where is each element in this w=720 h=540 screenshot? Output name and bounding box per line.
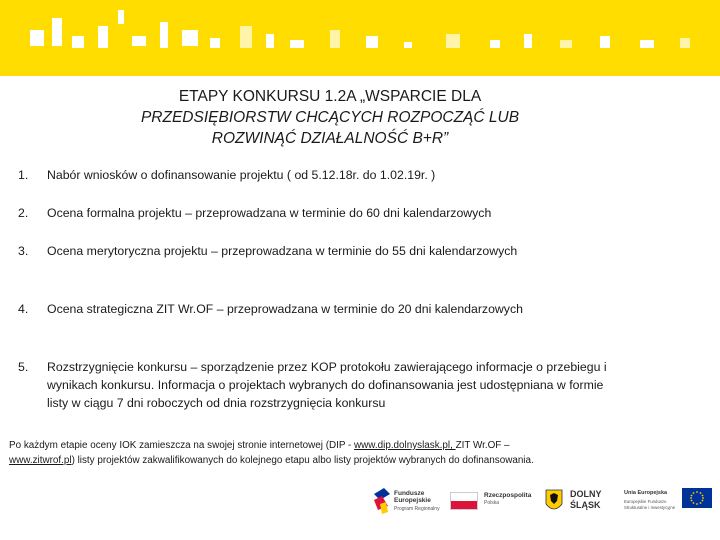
step-number: 1. bbox=[18, 168, 29, 182]
decor-block bbox=[366, 36, 378, 48]
fe-emblem-icon bbox=[372, 486, 392, 516]
decor-block bbox=[118, 10, 124, 24]
decor-block bbox=[640, 40, 654, 48]
step-text: Ocena merytoryczna projektu – przeprowadzana w terminie do 55 dni kalendarzowych bbox=[47, 244, 518, 258]
decor-block bbox=[160, 22, 168, 48]
decor-block bbox=[52, 18, 62, 46]
fundusze-europejskie-logo bbox=[372, 478, 442, 524]
decor-block bbox=[132, 36, 146, 46]
step-text: Ocena formalna projektu – przeprowadzana w terminie do 60 dni kalendarzowych bbox=[47, 206, 492, 220]
rp-line-1: Rzeczpospolita bbox=[484, 492, 532, 499]
rzeczpospolita-polska-logo bbox=[450, 478, 530, 524]
note-suffix: ) listy projektów zakwalifikowanych do kolejnego etapu albo listy projektów wybranych do dofinansowania. bbox=[71, 455, 534, 466]
decor-block bbox=[98, 26, 108, 48]
step-text: Rozstrzygnięcie konkursu – sporządzenie przez KOP protokołu zawierającego informacje o przebiegu i wynikach konkursu. Informacja o projektach wybranych do dofinansowania jest udostępniana w formie listy w ciągu 7 dni roboczych od dnia rozstrzygnięcia konkursu bbox=[47, 360, 607, 410]
polish-flag-icon bbox=[450, 492, 478, 510]
ue-line-1: Unia Europejska bbox=[624, 490, 668, 496]
decor-block bbox=[290, 40, 304, 48]
zitwrof-link[interactable]: www.zitwrof.pl bbox=[9, 455, 72, 466]
decor-block bbox=[30, 30, 44, 46]
title-line-3: ROZWINĄĆ DZIAŁALNOŚĆ B+R” bbox=[211, 130, 449, 147]
eagle-crest-icon bbox=[544, 488, 564, 514]
header-band bbox=[0, 0, 720, 76]
decor-block bbox=[524, 34, 532, 48]
step-text: Nabór wniosków o dofinansowanie projektu ( od 5.12.18r. do 1.02.19r. ) bbox=[47, 168, 436, 182]
list-item bbox=[18, 300, 538, 318]
step-text: Ocena strategiczna ZIT Wr.OF – przeprowadzana w terminie do 20 dni kalendarzowych bbox=[47, 302, 523, 316]
ds-line-1: DOLNY bbox=[570, 489, 602, 499]
ue-line-2: Europejskie Fundusze bbox=[624, 499, 667, 504]
decor-block bbox=[72, 36, 84, 48]
decor-block bbox=[330, 30, 340, 48]
title-line-2: PRZEDSIĘBIORSTW CHCĄCYCH ROZPOCZĄĆ LUB bbox=[140, 109, 520, 126]
footer-note bbox=[9, 438, 709, 468]
fe-line-3: Program Regionalny bbox=[394, 506, 440, 512]
decor-block bbox=[266, 34, 274, 48]
logo-bar bbox=[0, 478, 720, 524]
note-middle: ZIT Wr.OF – bbox=[455, 440, 510, 451]
step-number: 2. bbox=[18, 206, 29, 220]
list-item bbox=[18, 204, 618, 222]
decor-block bbox=[560, 40, 572, 48]
unia-europejska-logo bbox=[624, 478, 714, 524]
eu-flag-icon bbox=[682, 488, 712, 508]
list-item bbox=[18, 166, 618, 184]
fe-line-1: Fundusze bbox=[394, 490, 425, 497]
note-prefix: Po każdym etapie oceny IOK zamieszcza na swojej stronie internetowej (DIP - bbox=[9, 440, 355, 451]
step-number: 5. bbox=[18, 360, 29, 374]
decor-block bbox=[490, 40, 500, 48]
ue-line-3: Strukturalne i Inwestycyjne bbox=[624, 505, 676, 510]
decor-block bbox=[600, 36, 610, 48]
step-number: 4. bbox=[18, 302, 29, 316]
title-line-1: ETAPY KONKURSU 1.2A „WSPARCIE DLA bbox=[178, 88, 482, 105]
decor-block bbox=[182, 30, 198, 46]
dolny-slask-logo bbox=[544, 478, 614, 524]
list-item bbox=[18, 242, 538, 260]
step-number: 3. bbox=[18, 244, 29, 258]
decor-block bbox=[680, 38, 690, 48]
decor-block bbox=[446, 34, 460, 48]
decor-block bbox=[240, 26, 252, 48]
decor-block bbox=[404, 42, 412, 48]
list-item bbox=[18, 358, 608, 412]
ds-line-2: ŚLĄSK bbox=[570, 500, 601, 510]
fe-line-2: Europejskie bbox=[394, 497, 431, 504]
dip-link[interactable]: www.dip.dolnyslask.pl, bbox=[354, 440, 456, 451]
page-title bbox=[110, 86, 550, 149]
decor-block bbox=[210, 38, 220, 48]
rp-line-2: Polska bbox=[484, 500, 500, 506]
